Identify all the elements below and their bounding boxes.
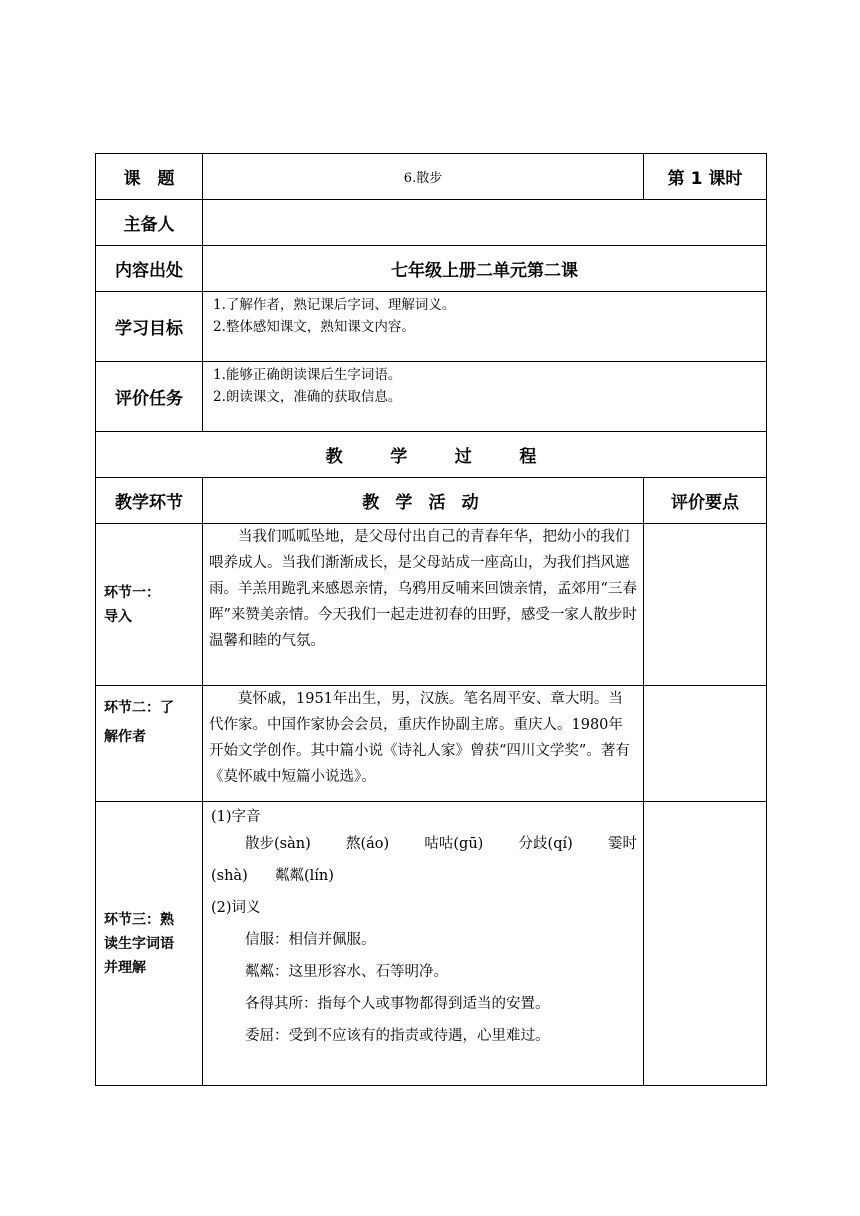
stage-name: 环节一： 导入: [96, 524, 203, 686]
source-row: [96, 246, 767, 292]
goals-label: 学习目标: [96, 292, 203, 362]
source-value: 七年级上册二单元第二课: [203, 246, 767, 292]
stage-activity: 当我们呱呱坠地，是父母付出自己的青春年华，把幼小的我们喂养成人。当我们渐渐成长，是父母站成一座高山，为我们挡风遮雨。羊羔用跪乳来感恩亲情，乌鸦用反哺来回馈亲情，孟郊用“三春晖”来赞美亲情。今天我们一起走进初春的田野，感受一家人散步时温馨和睦的气氛。: [203, 524, 644, 686]
stage-activity: 莫怀戚，1951年出生，男，汉族。笔名周平安、章大明。当代作家。中国作家协会会员，重庆作协副主席。重庆人。1980年开始文学创作。其中篇小说《诗礼人家》曾获“四川文学奖”。著有《莫怀戚中短篇小说选》。: [203, 686, 644, 802]
stage-column-header: 教学环节: [96, 478, 203, 524]
goal-item: 2.整体感知课文，熟知课文内容。: [213, 319, 415, 335]
stage-points: [644, 686, 767, 802]
stage-activity: [203, 802, 644, 1086]
meaning-item: 各得其所：指每个人或事物都得到适当的安置。: [245, 996, 550, 1012]
pron-item: (shà): [211, 868, 248, 884]
pronunciation-row: [211, 860, 637, 892]
goals-row: [96, 292, 767, 362]
stage-row: [96, 802, 767, 1086]
period-label: 第 1 课时: [644, 154, 767, 200]
meaning-heading: (2)词义: [211, 900, 261, 916]
activity-column-header: 教 学 活 动: [203, 478, 644, 524]
preparer-label: 主备人: [96, 200, 203, 246]
topic-label: 课 题: [96, 154, 203, 200]
goal-item: 1.了解作者，熟记课后字词、理解词义。: [213, 297, 456, 313]
points-column-header: 评价要点: [644, 478, 767, 524]
meaning-item: 委屈：受到不应该有的指责或待遇，心里难过。: [245, 1028, 550, 1044]
process-title-row: [96, 432, 767, 478]
preparer-value: [203, 200, 767, 246]
stage-name: 环节二：了 解作者: [96, 686, 203, 802]
pron-item: 散步(sàn): [245, 836, 311, 852]
topic-row: [96, 154, 767, 200]
pronunciation-row: [211, 828, 637, 860]
task-item: 2.朗读课文，准确的获取信息。: [213, 389, 402, 405]
stage-row: [96, 524, 767, 686]
stage-points: [644, 802, 767, 1086]
lesson-plan-table: [95, 153, 767, 1086]
stage-name: 环节三：熟 读生字词语 并理解: [96, 802, 203, 1086]
pron-item: 粼粼(lín): [274, 868, 334, 884]
meaning-item: 信服：相信并佩服。: [245, 932, 376, 948]
stage-row: [96, 686, 767, 802]
meaning-item: 粼粼：这里形容水、石等明净。: [245, 964, 448, 980]
tasks-row: [96, 362, 767, 432]
column-header-row: [96, 478, 767, 524]
pron-item: 熬(áo): [345, 836, 390, 852]
preparer-row: [96, 200, 767, 246]
pron-item: 咕咕(gū): [424, 836, 484, 852]
tasks-content: [203, 362, 767, 432]
task-item: 1.能够正确朗读课后生字词语。: [213, 367, 402, 383]
topic-value: 6.散步: [203, 154, 644, 200]
stage-points: [644, 524, 767, 686]
pron-item: 分歧(qí): [518, 836, 573, 852]
goals-content: [203, 292, 767, 362]
tasks-label: 评价任务: [96, 362, 203, 432]
pron-item: 霎时: [608, 836, 637, 852]
source-label: 内容出处: [96, 246, 203, 292]
pronunciation-heading: (1)字音: [211, 809, 261, 825]
process-title: 教 学 过 程: [96, 432, 767, 478]
